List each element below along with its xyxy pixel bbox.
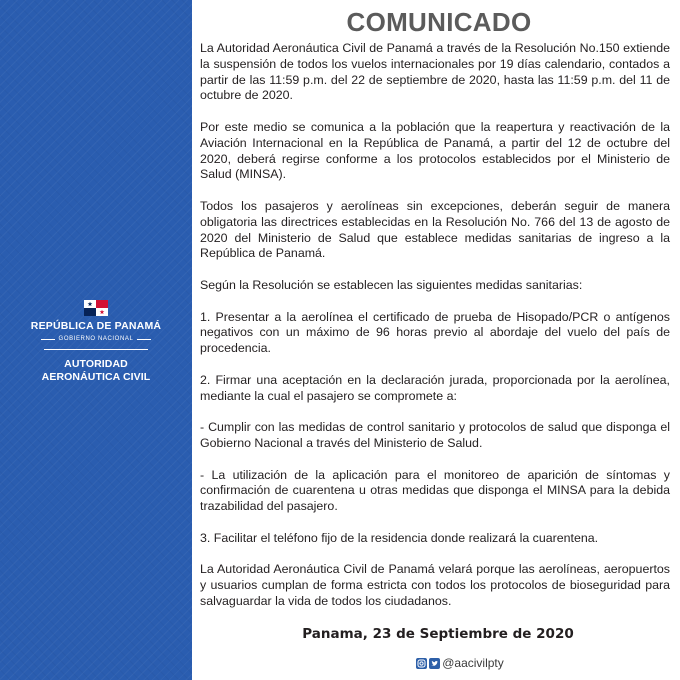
government-label: GOBIERNO NACIONAL [58,336,134,342]
divider [137,339,151,340]
republic-name: REPÚBLICA DE PANAMÁ [30,320,162,332]
social-handle[interactable]: @aacivilpty [442,656,504,671]
divider [41,339,55,340]
paragraph-reopening: Por este medio se comunica a la población que la reapertura y reactivación de la Aviación Internacional en la República de Panamá, a partir del 12 de octubre del 2020, deberá regirse conforme a los protocolos establecidos por el Ministerio de Salud (MINSA). [200,119,670,182]
communique-body [200,6,670,670]
agency-name-line2: AERONÁUTICA CIVIL [41,371,151,383]
date-line: Panama, 23 de Septiembre de 2020 [302,626,574,643]
paragraph-measures-intro: Según la Resolución se establecen las siguientes medidas sanitarias: [200,277,583,292]
paragraph-closing: La Autoridad Aeronáutica Civil de Panamá velará porque las aerolíneas, aeropuertos y usuarios cumplan de forma estricta con todos los protocolos de bioseguridad para salvaguardar la vida de todos los ciudadanos. [200,562,670,608]
paragraph-obligations: Todos los pasajeros y aerolíneas sin excepciones, deberán seguir de manera obligatoria las directrices establecidas en la Resolución No. 766 del 13 de agosto de 2020 del Ministerio de Salud que establece medidas sanitarias de ingreso a la República de Panamá. [200,198,670,261]
instagram-icon[interactable] [416,658,427,669]
government-row [0,335,192,344]
social-handle-row[interactable] [200,656,670,670]
measure-item-3: 3. Facilitar el teléfono fijo de la residencia donde realizará la cuarentena. [200,530,599,545]
paragraph-suspension: La Autoridad Aeronáutica Civil de Panamá a través de la Resolución No.150 extiende la suspensión de todos los vuelos internacionales por 19 días calendario, contados a partir de las 11:59 p.m. del 22 de septiembre de 2020, hasta las 11:59 p.m. del 11 de octubre de 2020. [200,41,670,103]
measure-subitem-control: - Cumplir con las medidas de control sanitario y protocolos de salud que disponga el Gobierno Nacional a través del Ministerio de Salud. [200,420,670,450]
sidebar-panel [0,0,192,680]
measure-item-2: 2. Firmar una aceptación en la declaración jurada, proporcionada por la aerolínea, mediante la cual el pasajero se compromete a: [200,372,670,403]
twitter-icon[interactable] [429,658,440,669]
panama-flag-icon [84,300,108,316]
page-title: COMUNICADO [346,7,532,37]
measure-subitem-app: - La utilización de la aplicación para el monitoreo de aparición de síntomas y confirmación de cuarentena u otras medidas que disponga el MINSA para la debida trazabilidad del pasajero. [200,467,670,514]
agency-name-line1: AUTORIDAD [64,358,128,370]
measure-item-1: 1. Presentar a la aerolínea el certificado de prueba de Hisopado/PCR o antígenos negativos con un máximo de 96 horas previo al abordaje del vuelo del país de procedencia. [200,309,670,356]
emblem-divider [44,349,148,350]
agency-emblem [0,300,192,384]
